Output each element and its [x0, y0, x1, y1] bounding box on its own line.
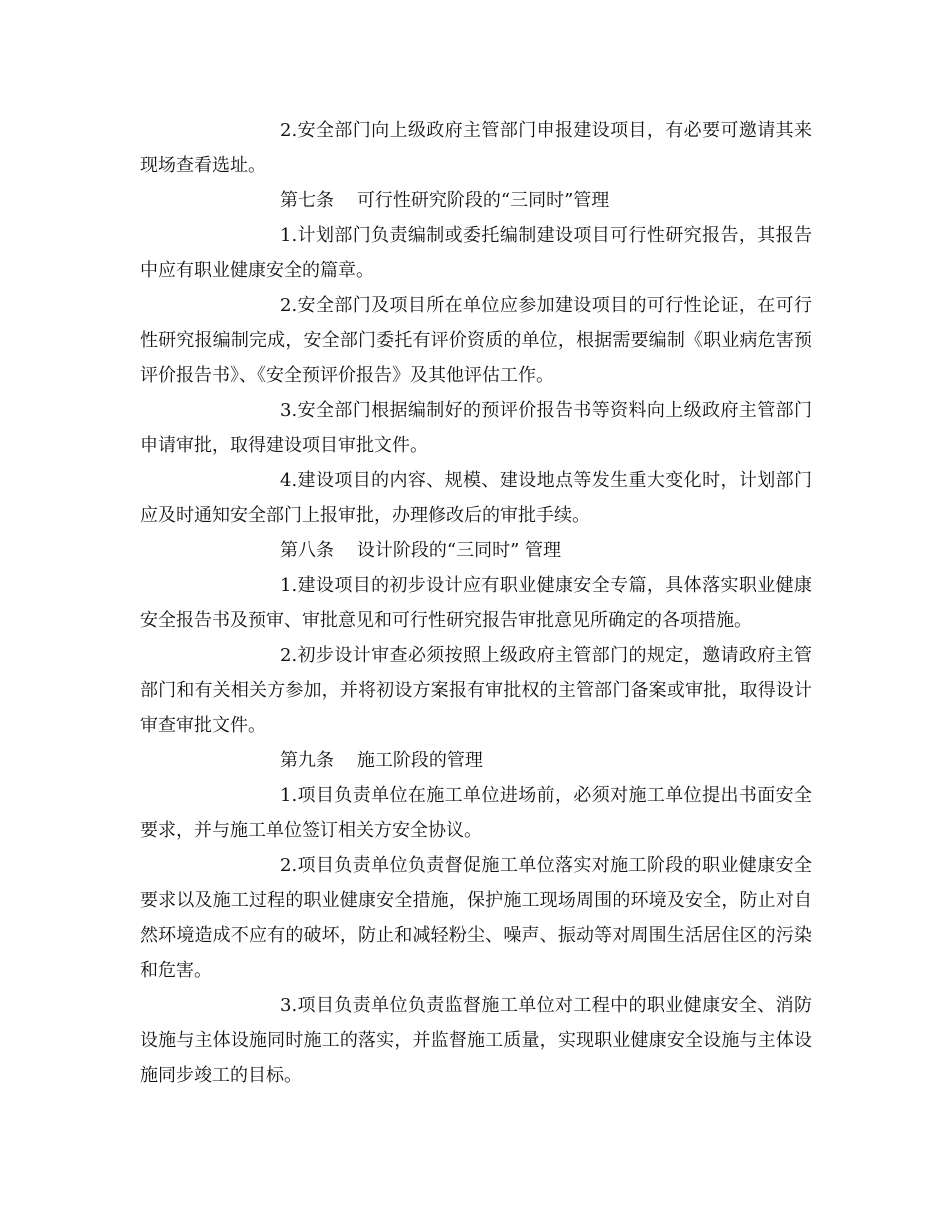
article-8-heading: 第八条 设计阶段的“三同时” 管理 — [280, 540, 562, 561]
paragraph-item-2-feasibility-demonstration: 2.安全部门及项目所在单位应参加建设项目的可行性论证，在可行性研究报编制完成，安全部门委托有评价资质的单位，根据需要编制《职业病危害预评价报告书》、《安全预评价报告》及其他评估工作。 — [140, 295, 812, 386]
paragraph-item-2-site-report: 2.安全部门向上级政府主管部门申报建设项目，有必要可邀请其来现场查看选址。 — [140, 120, 812, 176]
paragraph-item-1-feasibility-report: 1.计划部门负责编制或委托编制建设项目可行性研究报告，其报告中应有职业健康安全的篇章。 — [140, 225, 812, 281]
paragraph-item-4-major-changes: 4.建设项目的内容、规模、建设地点等发生重大变化时，计划部门应及时通知安全部门上报审批，办理修改后的审批手续。 — [140, 470, 812, 526]
paragraph-item-1-preliminary-design: 1.建设项目的初步设计应有职业健康安全专篇，具体落实职业健康安全报告书及预审、审批意见和可行性研究报告审批意见所确定的各项措施。 — [140, 575, 812, 631]
paragraph-item-1-contractor-requirements: 1.项目负责单位在施工单位进场前，必须对施工单位提出书面安全要求，并与施工单位签订相关方安全协议。 — [140, 785, 812, 841]
paragraph-item-2-construction-supervision: 2.项目负责单位负责督促施工单位落实对施工阶段的职业健康安全要求以及施工过程的职业健康安全措施，保护施工现场周围的环境及安全，防止对自然环境造成不应有的破坏，防止和减轻粉尘、噪声、振动等对周围生活居住区的污染和危害。 — [140, 855, 812, 981]
article-7-heading: 第七条 可行性研究阶段的“三同时”管理 — [280, 190, 610, 211]
paragraph-item-3-approval-application: 3.安全部门根据编制好的预评价报告书等资料向上级政府主管部门申请审批，取得建设项目审批文件。 — [140, 400, 812, 456]
paragraph-item-2-design-review: 2.初步设计审查必须按照上级政府主管部门的规定，邀请政府主管部门和有关相关方参加，并将初设方案报有审批权的主管部门备案或审批，取得设计审查审批文件。 — [140, 645, 812, 736]
paragraph-item-3-simultaneous-construction: 3.项目负责单位负责监督施工单位对工程中的职业健康安全、消防设施与主体设施同时施工的落实，并监督施工质量，实现职业健康安全设施与主体设施同步竣工的目标。 — [140, 995, 812, 1086]
document-body — [140, 113, 812, 1093]
article-9-heading: 第九条 施工阶段的管理 — [280, 750, 483, 771]
